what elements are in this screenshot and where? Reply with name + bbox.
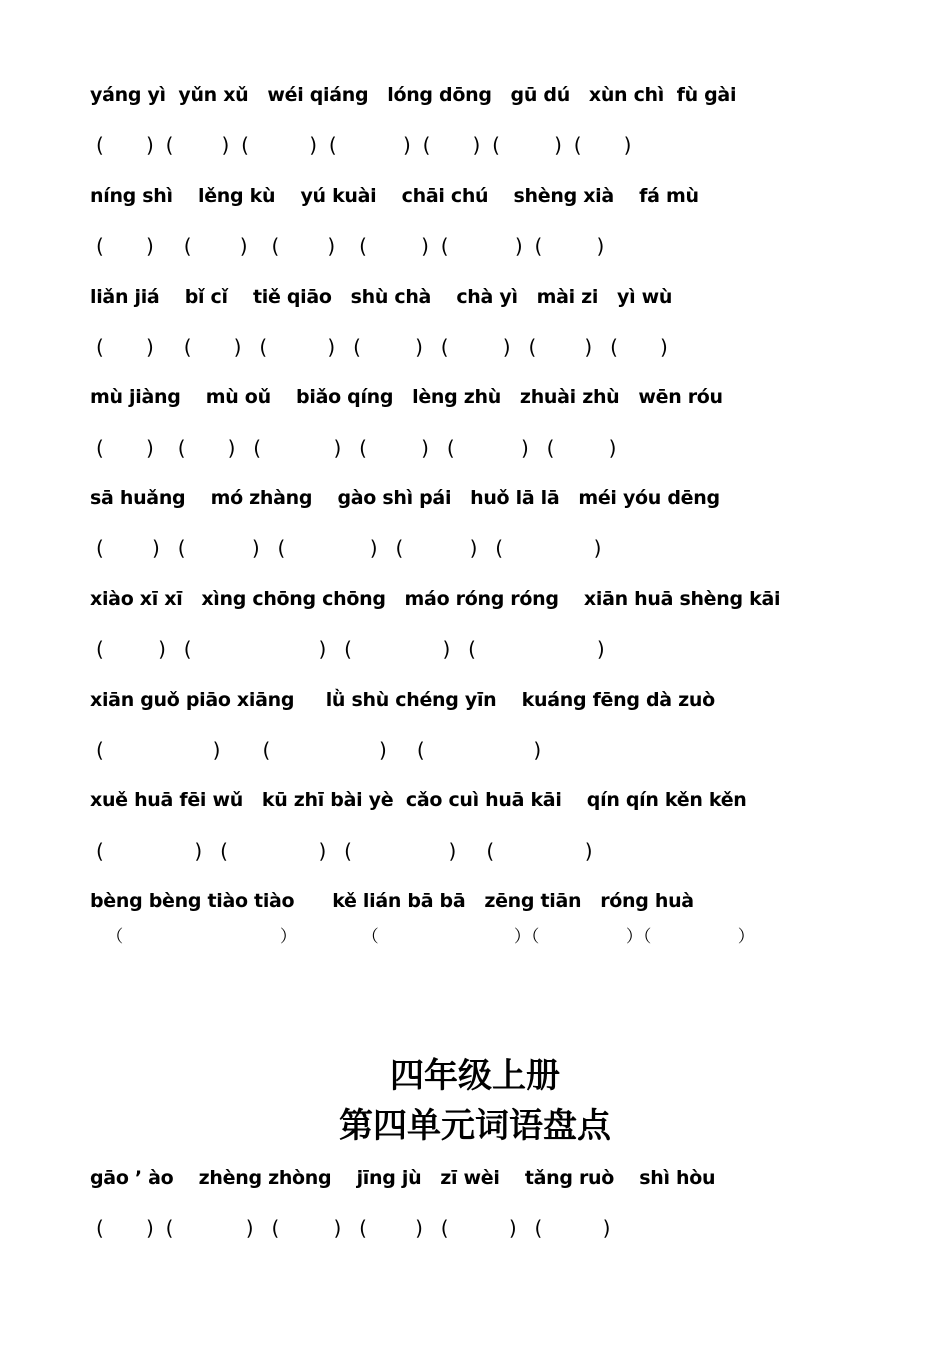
pinyin-row-9: bèng bèng tiào tiào kě lián bā bā zēng tiān róng huà bbox=[90, 890, 694, 912]
answer-row-7: ( ) ( ) ( ) bbox=[90, 738, 541, 762]
pinyin-row-1: yáng yì yǔn xǔ wéi qiáng lóng dōng gū dú xùn chì fù gài bbox=[90, 84, 737, 106]
pinyin-row-5: sā huǎng mó zhàng gào shì pái huǒ lā lā méi yóu dēng bbox=[90, 487, 720, 509]
answer-row-4: ( ) ( ) ( ) ( ) ( ) ( ) bbox=[90, 436, 617, 460]
pinyin-row-4: mù jiàng mù oǔ biǎo qíng lèng zhù zhuài zhù wēn róu bbox=[90, 386, 723, 408]
answer-row-8: ( ) ( ) ( ) ( ) bbox=[90, 839, 593, 863]
answer-row-9: （ ） （ ）（ ）（ ） bbox=[90, 927, 755, 947]
pinyin-row-3: liǎn jiá bǐ cǐ tiě qiāo shù chà chà yì mài zi yì wù bbox=[90, 286, 673, 308]
answer-row-1: ( ) ( ) ( ) ( ) ( ) ( ) ( ) bbox=[90, 133, 632, 157]
answer-row-2: ( ) ( ) ( ) ( ) ( ) ( ) bbox=[90, 234, 605, 258]
pinyin-row-6: xiào xī xī xìng chōng chōng máo róng róng xiān huā shèng kāi bbox=[90, 588, 781, 610]
answer-row-5: ( ) ( ) ( ) ( ) ( ) bbox=[90, 536, 602, 560]
answer-row-6: ( ) ( ) ( ) ( ) bbox=[90, 637, 605, 661]
grade-title: 四年级上册 bbox=[390, 1056, 560, 1096]
pinyin-row-10: gāo ’ ào zhèng zhòng jīng jù zī wèi tǎng ruò shì hòu bbox=[90, 1167, 716, 1189]
pinyin-row-8: xuě huā fēi wǔ kū zhī bài yè cǎo cuì huā kāi qín qín kěn kěn bbox=[90, 789, 747, 811]
answer-row-10: ( ) ( ) ( ) ( ) ( ) ( ) bbox=[90, 1216, 611, 1240]
pinyin-row-2: níng shì lěng kù yú kuài chāi chú shèng xià fá mù bbox=[90, 185, 699, 207]
answer-row-3: ( ) ( ) ( ) ( ) ( ) ( ) ( ) bbox=[90, 335, 668, 359]
unit-title: 第四单元词语盘点 bbox=[339, 1106, 611, 1146]
pinyin-row-7: xiān guǒ piāo xiāng lǜ shù chéng yīn kuáng fēng dà zuò bbox=[90, 689, 715, 711]
